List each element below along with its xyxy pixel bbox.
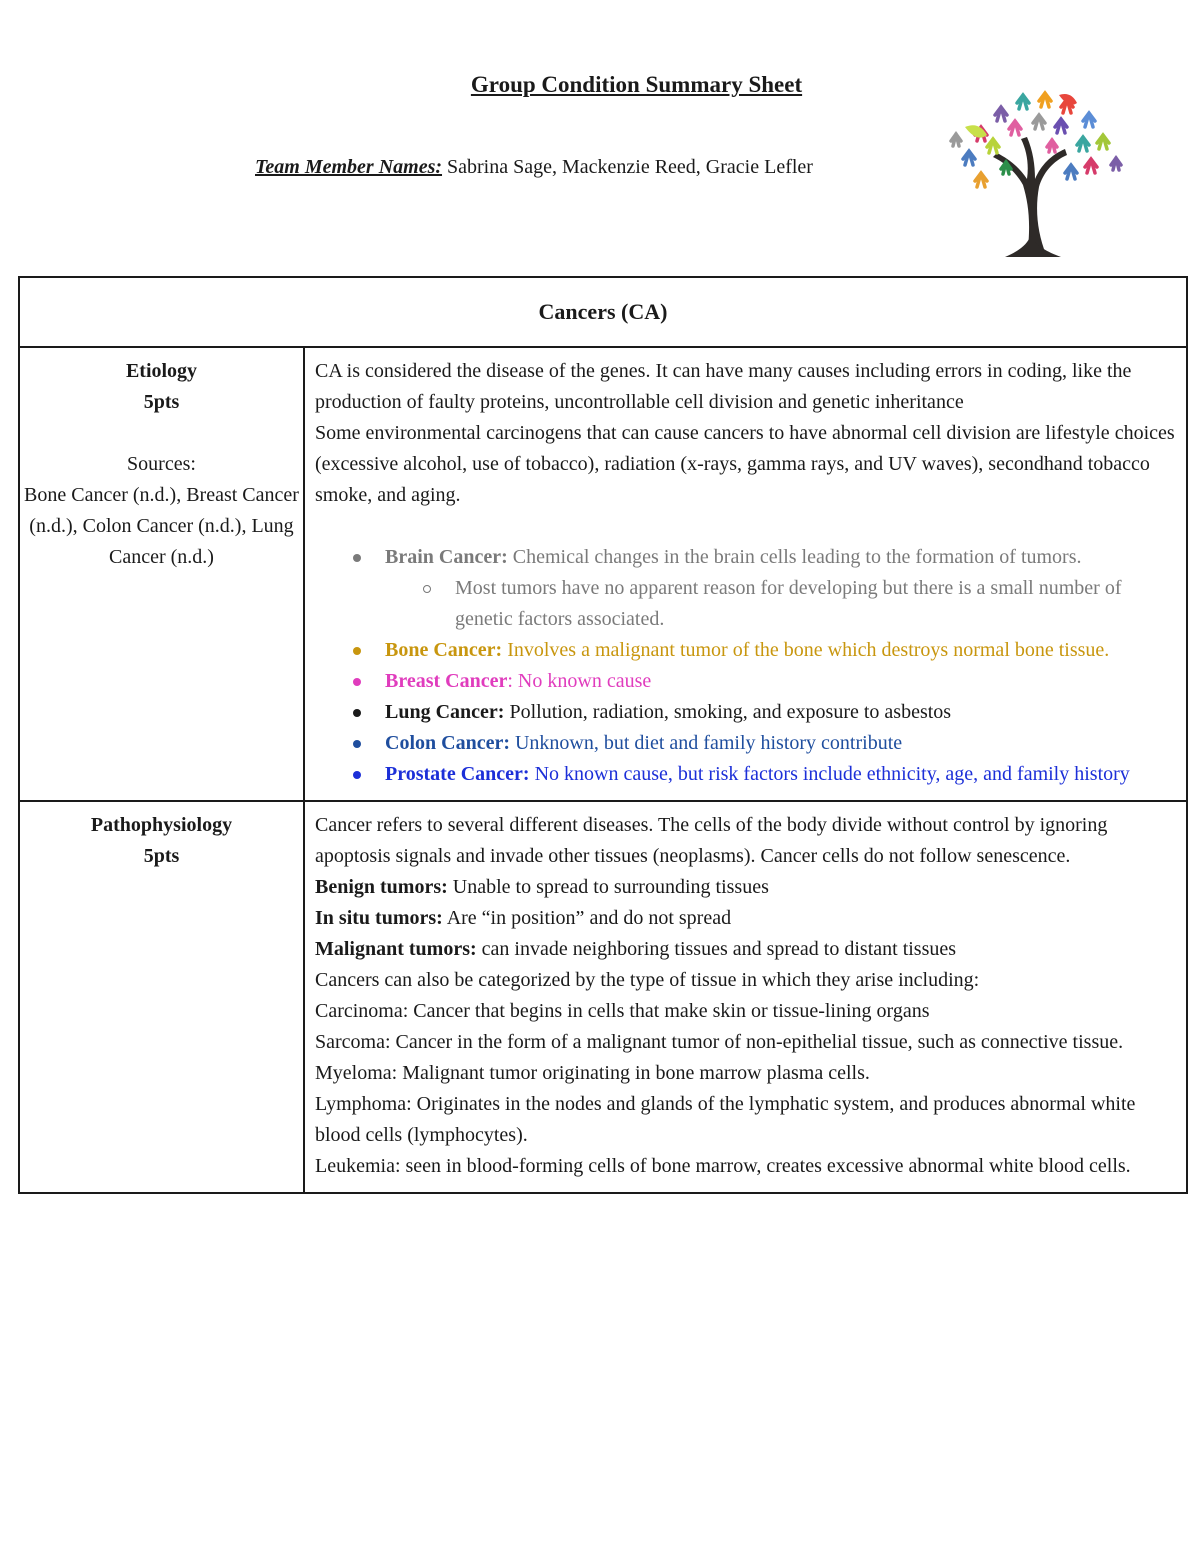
etiology-content (304, 347, 1187, 801)
carcinoma-line: Carcinoma: Cancer that begins in cells that make skin or tissue-lining organs (315, 1000, 930, 1022)
cause-name: Lung Cancer: (385, 701, 505, 723)
cause-item-lung (315, 697, 1176, 728)
cause-text: No known cause, but risk factors include ethnicity, age, and family history (529, 763, 1130, 785)
cause-name: Brain Cancer: (385, 546, 508, 568)
sarcoma-line: Sarcoma: Cancer in the form of a malignant tumor of non-epithelial tissue, such as connective tissue. (315, 1031, 1124, 1053)
categorized-line: Cancers can also be categorized by the type of tissue in which they arise including: (315, 969, 980, 991)
brain-sub-list (385, 573, 1176, 635)
lymphoma-line: Lymphoma: Originates in the nodes and glands of the lymphatic system, and produces abnormal white blood cells (lymphocytes). (315, 1093, 1136, 1146)
bullet-icon (353, 554, 361, 562)
cause-item-prostate (315, 759, 1176, 790)
table-heading: Cancers (CA) (19, 277, 1187, 347)
cause-list (315, 542, 1176, 790)
cause-text: Chemical changes in the brain cells leading to the formation of tumors. (507, 546, 1082, 568)
bullet-icon (353, 678, 361, 686)
benign-line (315, 872, 1176, 903)
team-member-names: Sabrina Sage, Mackenzie Reed, Gracie Lefler (447, 156, 813, 178)
cause-name: Colon Cancer: (385, 732, 510, 754)
team-member-line (255, 156, 813, 179)
etiology-paragraph-2: Some environmental carcinogens that can cause cancers to have abnormal cell division are lifestyle choices (excessive alcohol, use of tobacco), radiation (x-rays, gamma rays, and UV waves), secondhand tobacco smoke, and aging. (315, 422, 1175, 506)
malignant-line (315, 934, 1176, 965)
cause-text: Unknown, but diet and family history contribute (509, 732, 903, 754)
cause-name: Bone Cancer: (385, 639, 503, 661)
ribbon-canopy (951, 93, 1121, 187)
cause-item-bone (315, 635, 1176, 666)
sources-label: Sources: (127, 453, 196, 475)
bullet-icon (353, 740, 361, 748)
cause-text: : No known cause (507, 670, 652, 692)
malignant-text: can invade neighboring tissues and spread to distant tissues (476, 938, 957, 960)
etiology-points: 5pts (143, 391, 180, 413)
cause-name: Breast Cancer (385, 670, 508, 692)
myeloma-line: Myeloma: Malignant tumor originating in bone marrow plasma cells. (315, 1062, 870, 1084)
cause-item-breast (315, 666, 1176, 697)
cause-item-colon (315, 728, 1176, 759)
leukemia-line: Leukemia: seen in blood-forming cells of bone marrow, creates excessive abnormal white blood cells. (315, 1155, 1131, 1177)
brain-sub-item (385, 573, 1176, 635)
insitu-line (315, 903, 1176, 934)
pathophysiology-row (19, 801, 1187, 1193)
bullet-icon (353, 771, 361, 779)
pathophysiology-points: 5pts (143, 845, 180, 867)
patho-intro: Cancer refers to several different diseases. The cells of the body divide without control by ignoring apoptosis signals and invade other tissues (neoplasms). Cancer cells do not follow senescence. (315, 814, 1108, 867)
cause-text: Pollution, radiation, smoking, and exposure to asbestos (504, 701, 952, 723)
sources-list: Bone Cancer (n.d.), Breast Cancer (n.d.), Colon Cancer (n.d.), Lung Cancer (n.d.) (24, 484, 299, 568)
etiology-label: Etiology (125, 360, 198, 382)
pathophysiology-content (304, 801, 1187, 1193)
bullet-icon (353, 647, 361, 655)
cause-text: Involves a malignant tumor of the bone which destroys normal bone tissue. (502, 639, 1110, 661)
ribbon-tree-icon (935, 85, 1135, 260)
condition-summary-table (18, 276, 1188, 1194)
cause-name: Prostate Cancer: (385, 763, 530, 785)
team-member-label: Team Member Names: (255, 156, 443, 178)
cause-item-brain (315, 542, 1176, 635)
insitu-text: Are “in position” and do not spread (442, 907, 732, 929)
etiology-paragraph-1: CA is considered the disease of the genes. It can have many causes including errors in coding, like the production of faulty proteins, uncontrollable cell division and genetic inheritance (315, 360, 1132, 413)
hollow-bullet-icon (423, 585, 431, 593)
benign-label: Benign tumors: (315, 876, 448, 898)
pathophysiology-label-cell (19, 801, 304, 1193)
etiology-label-cell (19, 347, 304, 801)
brain-sub-text: Most tumors have no apparent reason for developing but there is a small number of genetic factors associated. (455, 577, 1122, 630)
malignant-label: Malignant tumors: (315, 938, 477, 960)
etiology-row (19, 347, 1187, 801)
pathophysiology-label: Pathophysiology (90, 814, 233, 836)
benign-text: Unable to spread to surrounding tissues (447, 876, 769, 898)
bullet-icon (353, 709, 361, 717)
page-title: Group Condition Summary Sheet (470, 72, 803, 97)
insitu-label: In situ tumors: (315, 907, 443, 929)
